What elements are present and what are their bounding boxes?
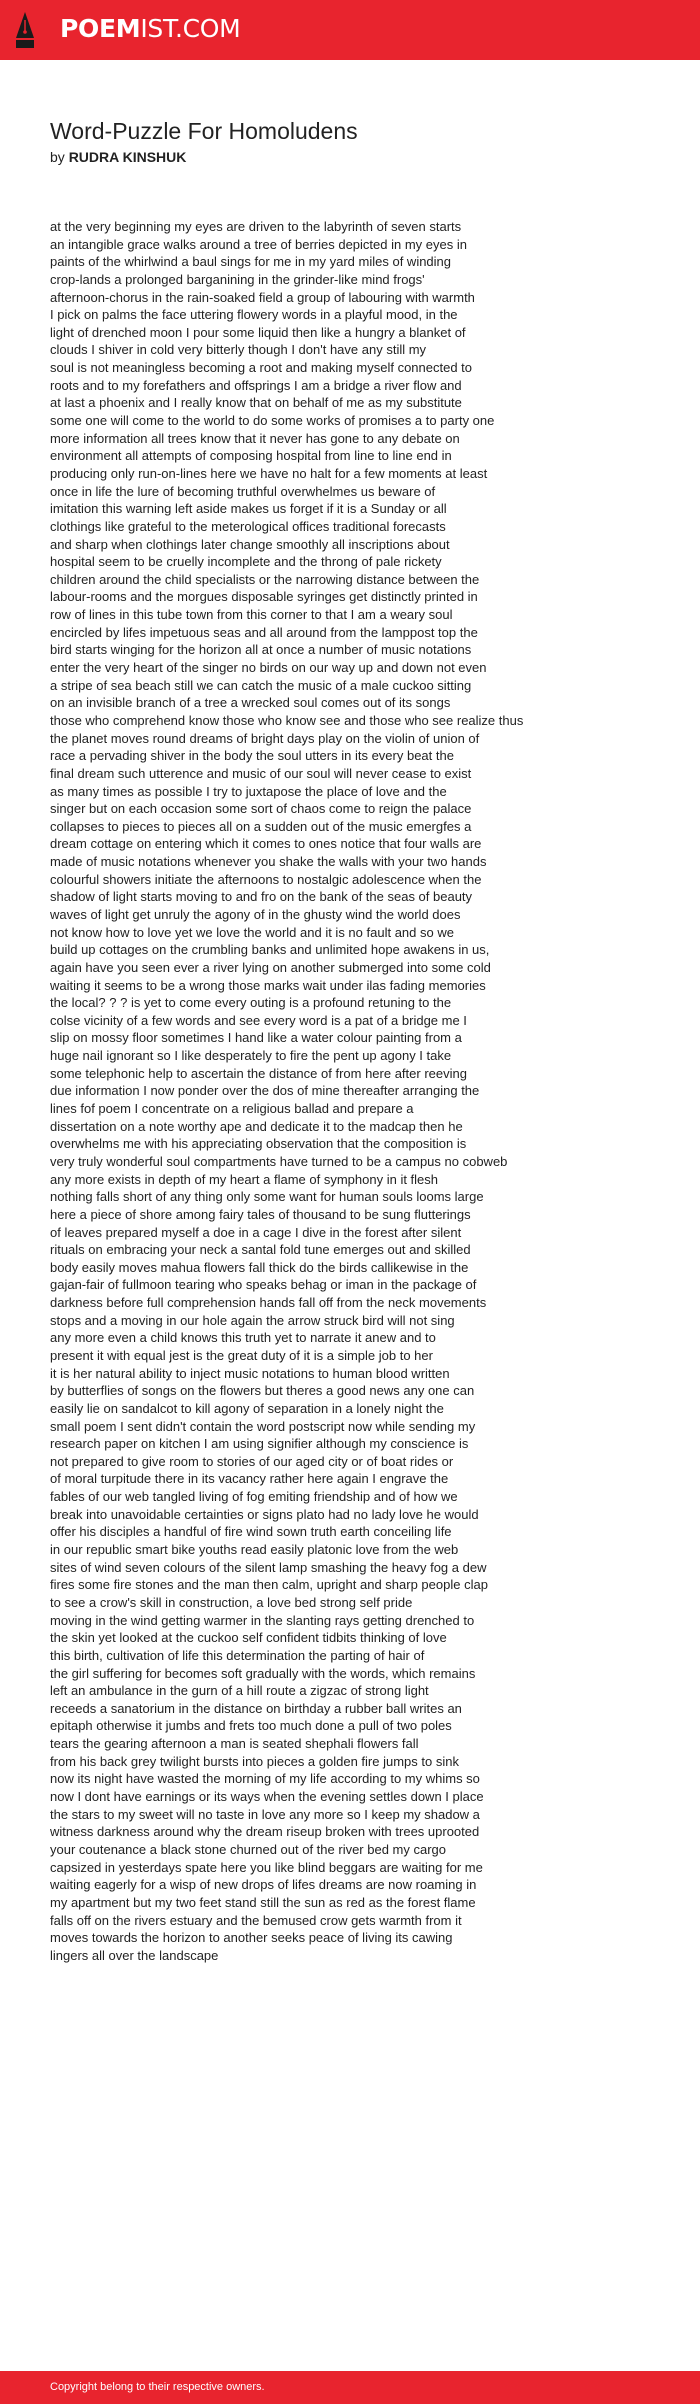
poem-line: nothing falls short of any thing only some want for human souls looms large [50,1189,484,1205]
poem-line: slip on mossy floor sometimes I hand like a water colour painting from a [50,1030,462,1046]
poem-line: darkness before full comprehension hands fall off from the neck movements [50,1295,487,1311]
poem-line: any more even a child knows this truth yet to narrate it anew and to [50,1330,436,1346]
poem-line: collapses to pieces to pieces all on a sudden out of the music emergfes a [50,818,472,834]
poem-line: bird starts winging for the horizon all at once a number of music notations [50,642,472,658]
poem-line: left an ambulance in the gurn of a hill route a zigzac of strong light [50,1683,429,1699]
poem-line: hospital seem to be cruelly incomplete and the throng of pale rickety [50,554,442,570]
poem-line: paints of the whirlwind a baul sings for me in my yard miles of winding [50,254,452,270]
site-logo[interactable] [60,13,240,45]
poem-line: it is her natural ability to inject music notations to human blood written [50,1365,450,1381]
poem-line: dream cottage on entering which it comes to ones notice that four walls are [50,836,482,852]
poem-line: imitation this warning left aside makes us forget if it is a Sunday or all [50,501,447,517]
poem-line: body easily moves mahua flowers fall thick do the birds callikewise in the [50,1259,469,1275]
poem-line: small poem I sent didn't contain the word postscript now while sending my [50,1418,476,1434]
poem-line: a stripe of sea beach still we can catch the music of a male cuckoo sitting [50,677,472,693]
poem-line: receeds a sanatorium in the distance on birthday a rubber ball writes an [50,1700,462,1716]
poem-line: those who comprehend know those who know see and those who see realize thus [50,712,524,728]
poem-line: due information I now ponder over the dos of mine thereafter arranging the [50,1083,480,1099]
by-label: by [50,149,65,165]
poem-line: row of lines in this tube town from this corner to that I am a weary soul [50,607,453,623]
poem-line: some telephonic help to ascertain the distance of from here after reeving [50,1065,467,1081]
poem-line: of moral turpitude there in its vacancy rather here again I engrave the [50,1471,449,1487]
poem-line: labour-rooms and the morgues disposable syringes get distinctly printed in [50,589,478,605]
poem-line: moving in the wind getting warmer in the slanting rays getting drenched to [50,1612,475,1628]
poem-line: producing only run-on-lines here we have no halt for a few moments at least [50,465,488,481]
poem-line: this birth, cultivation of life this determination the parting of hair of [50,1647,425,1663]
poem-line: research paper on kitchen I am using signifier although my conscience is [50,1436,469,1452]
poem-line: roots and to my forefathers and offsprings I am a bridge a river flow and [50,377,462,393]
logo-bold-text: POEM [60,14,141,43]
poem-line: fables of our web tangled living of fog emiting friendship and of how we [50,1489,458,1505]
poem-line: gajan-fair of fullmoon tearing who speaks behag or iman in the package of [50,1277,477,1293]
poem-line: capsized in yesterdays spate here you like blind beggars are waiting for me [50,1859,483,1875]
poem-line: the skin yet looked at the cuckoo self confident tidbits thinking of love [50,1630,447,1646]
poem-line: the local? ? ? is yet to come every outing is a profound retuning to the [50,995,452,1011]
poem-line: to see a crow's skill in construction, a love bed strong self pride [50,1594,413,1610]
poem-line: made of music notations whenever you shake the walls with your two hands [50,854,487,870]
site-footer [0,2371,700,2404]
poem-line: clothings like grateful to the meterological offices traditional forecasts [50,518,446,534]
poem-line: light of drenched moon I pour some liquid then like a hungry a blanket of [50,324,466,340]
pen-nib-icon[interactable] [14,12,36,48]
byline [50,147,186,167]
poem-line: shadow of light starts moving to and fro on the bank of the seas of beauty [50,889,473,905]
poem-line: the planet moves round dreams of bright days play on the violin of union of [50,730,480,746]
poem-line: children around the child specialists or the narrowing distance between the [50,571,480,587]
poem-line: here a piece of shore among fairy tales of thousand to be sung flutterings [50,1206,471,1222]
poem-line: again have you seen ever a river lying on another submerged into some cold [50,959,491,975]
poem-line: not prepared to give room to stories of our aged city or of boat rides or [50,1453,454,1469]
poem-line: encircled by lifes impetuous seas and all around from the lamppost top the [50,624,478,640]
poem-line: as many times as possible I try to juxtapose the place of love and the [50,783,447,799]
poem-line: race a pervading shiver in the body the soul utters in its every beat the [50,748,454,764]
poem-title: Word-Puzzle For Homoludens [50,118,358,144]
poem-line: your coutenance a black stone churned out of the river bed my cargo [50,1841,447,1857]
poem-line: present it with equal jest is the great duty of it is a simple job to her [50,1348,433,1363]
poem-line: now I dont have earnings or its ways when the evening settles down I place [50,1789,484,1805]
poem-line: lines fof poem I concentrate on a religious ballad and prepare a [50,1101,414,1117]
poem-line: falls off on the rivers estuary and the bemused crow gets warmth from it [50,1912,462,1928]
poem-line: now its night have wasted the morning of my life according to my whims so [50,1771,480,1787]
poem-line: witness darkness around why the dream riseup broken with trees uprooted [50,1824,480,1840]
poem-line: easily lie on sandalcot to kill agony of separation in a lonely night the [50,1400,444,1416]
poem-line: on an invisible branch of a tree a wrecked soul comes out of its songs [50,695,451,711]
poem-line: singer but on each occasion some sort of chaos come to reign the palace [50,801,472,817]
poem-line: the stars to my sweet will no taste in love any more so I keep my shadow a [50,1806,480,1822]
poem-line: very truly wonderful soul compartments have turned to be a campus no cobweb [50,1153,508,1169]
poem-line: clouds I shiver in cold very bitterly though I don't have any still my [50,342,427,358]
poem-line: break into unavoidable certainties or signs plato had no lady love he would [50,1506,479,1522]
poem-line: at last a phoenix and I really know that on behalf of me as my substitute [50,395,462,411]
poem-line: enter the very heart of the singer no birds on our way up and down not even [50,660,487,676]
poem-line: overwhelms me with his appreciating observation that the composition is [50,1136,467,1152]
poem-line: crop-lands a prolonged barganining in the grinder-like mind frogs' [50,271,425,287]
poem-line: my apartment but my two feet stand still the sun as red as the forest flame [50,1894,476,1910]
poem-line: sites of wind seven colours of the silent lamp smashing the heavy fog a dew [50,1559,487,1575]
poem-line: environment all attempts of composing hospital from line to line end in [50,448,452,464]
poem-line: final dream such utterence and music of our soul will never cease to exist [50,765,472,781]
poem-line: soul is not meaningless becoming a root and making myself connected to [50,360,473,376]
poem-line: offer his disciples a handful of fire wind sown truth earth conceiling life [50,1524,452,1540]
logo-light-text: IST.COM [140,14,241,43]
poem-line: and sharp when clothings later change smoothly all inscriptions about [50,536,450,552]
poem-line: colse vicinity of a few words and see every word is a pat of a bridge me I [50,1012,467,1028]
poem-line: from his back grey twilight bursts into pieces a golden fire jumps to sink [50,1753,459,1769]
author-name[interactable]: RUDRA KINSHUK [68,149,187,165]
copyright-notice: Copyright belong to their respective owners. [50,2381,265,2393]
poem-line: the girl suffering for becomes soft gradually with the words, which remains [50,1665,476,1681]
poem-line: more information all trees know that it never has gone to any debate on [50,430,460,446]
site-header [0,0,700,60]
poem-line: afternoon-chorus in the rain-soaked field a group of labouring with warmth [50,289,475,305]
poem-line: stops and a moving in our hole again the arrow struck bird will not sing [50,1312,455,1328]
poem-line: huge nail ignorant so I like desperately to fire the pent up agony I take [50,1048,452,1064]
poem-line: dissertation on a note worthy ape and dedicate it to the madcap then he [50,1118,463,1134]
poem-line: any more exists in depth of my heart a flame of symphony in it flesh [50,1171,439,1187]
poem-line: of leaves prepared myself a doe in a cage I dive in the forest after silent [50,1224,462,1240]
poem-line: fires some fire stones and the man then calm, upright and sharp people clap [50,1577,488,1593]
poem-line: tears the gearing afternoon a man is seated shephali flowers fall [50,1736,419,1752]
poem-line: once in life the lure of becoming truthful overwhelmes us beware of [50,483,436,499]
poem-line: build up cottages on the crumbling banks and unlimited hope awakens in us, [50,942,490,958]
poem-line: in our republic smart bike youths read easily platonic love from the web [50,1542,459,1558]
poem-line: waiting eagerly for a wisp of new drops of lifes dreams are now roaming in [50,1877,477,1893]
poem-line: I pick on palms the face uttering flowery words in a playful mood, in the [50,307,458,323]
poem-line: waiting it seems to be a wrong those marks wait under ilas fading memories [50,977,486,993]
poem-line: an intangible grace walks around a tree of berries depicted in my eyes in [50,236,467,252]
poem-body [50,218,680,1964]
poem-line: colourful showers initiate the afternoons to nostalgic adolescence when the [50,871,482,887]
poem-line: some one will come to the world to do some works of promises a to party one [50,413,495,429]
poem-line: epitaph otherwise it jumbs and frets too much done a pull of two poles [50,1718,452,1734]
poem-line: by butterflies of songs on the flowers but theres a good news any one can [50,1383,475,1399]
poem-line: lingers all over the landscape [50,1947,219,1963]
poem-line: moves towards the horizon to another seeks peace of living its cawing [50,1930,453,1946]
poem-line: not know how to love yet we love the world and it is no fault and so we [50,924,454,940]
poem-line: rituals on embracing your neck a santal fold tune emerges out and skilled [50,1242,471,1258]
poem-line: at the very beginning my eyes are driven to the labyrinth of seven starts [50,219,462,234]
poem-line: waves of light get unruly the agony of in the ghusty wind the world does [50,906,461,922]
